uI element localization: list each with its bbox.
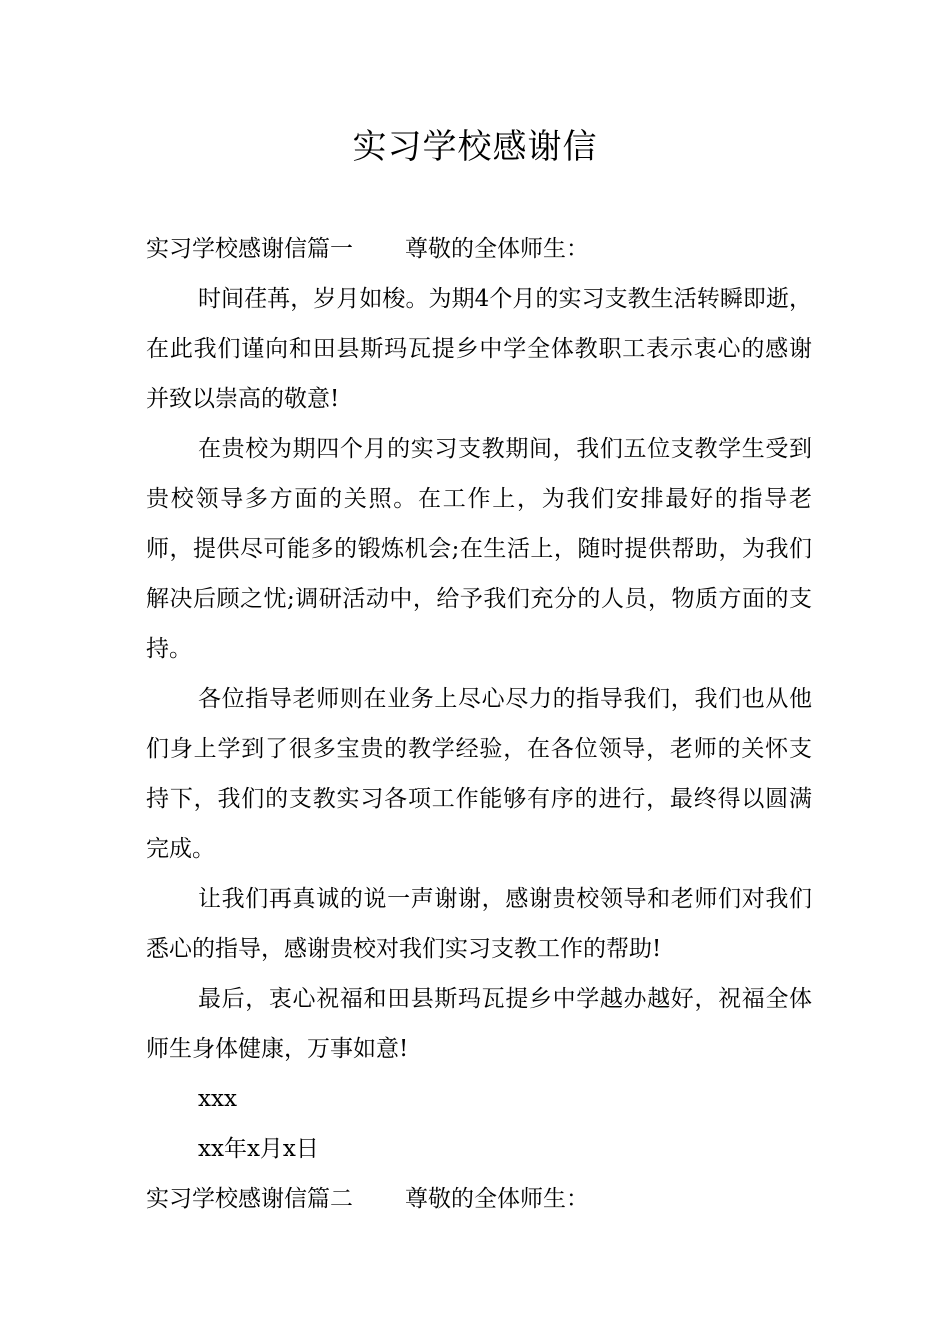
section-2-salutation: 尊敬的全体师生： xyxy=(405,1186,589,1212)
document-title: 实习学校感谢信 xyxy=(352,127,598,167)
section-1-header xyxy=(146,224,812,274)
paragraph-4: 让我们再真诚的说一声谢谢，感谢贵校领导和老师们对我们悉心的指导，感谢贵校对我们实习支教工作的帮助! xyxy=(146,886,812,962)
section-1-salutation: 尊敬的全体师生： xyxy=(405,236,589,262)
date-line: xx年x月x日 xyxy=(198,1136,319,1162)
paragraph-5: 最后，衷心祝福和田县斯玛瓦提乡中学越办越好，祝福全体师生身体健康，万事如意! xyxy=(146,986,812,1062)
letter-body xyxy=(146,224,812,1224)
section-1-heading: 实习学校感谢信篇一 xyxy=(146,236,353,262)
section-2-header xyxy=(146,1174,812,1224)
signature: xxx xyxy=(198,1086,237,1112)
section-2-heading: 实习学校感谢信篇二 xyxy=(146,1186,353,1212)
paragraph-1: 时间荏苒，岁月如梭。为期4个月的实习支教生活转瞬即逝，在此我们谨向和田县斯玛瓦提乡中学全体教职工表示衷心的感谢并致以崇高的敬意! xyxy=(146,286,812,412)
paragraph-3: 各位指导老师则在业务上尽心尽力的指导我们，我们也从他们身上学到了很多宝贵的教学经验，在各位领导，老师的关怀支持下，我们的支教实习各项工作能够有序的进行，最终得以圆满完成。 xyxy=(146,686,812,862)
paragraph-2: 在贵校为期四个月的实习支教期间，我们五位支教学生受到贵校领导多方面的关照。在工作上，为我们安排最好的指导老师，提供尽可能多的锻炼机会;在生活上，随时提供帮助，为我们解决后顾之忧;调研活动中，给予我们充分的人员，物质方面的支持。 xyxy=(146,436,812,662)
